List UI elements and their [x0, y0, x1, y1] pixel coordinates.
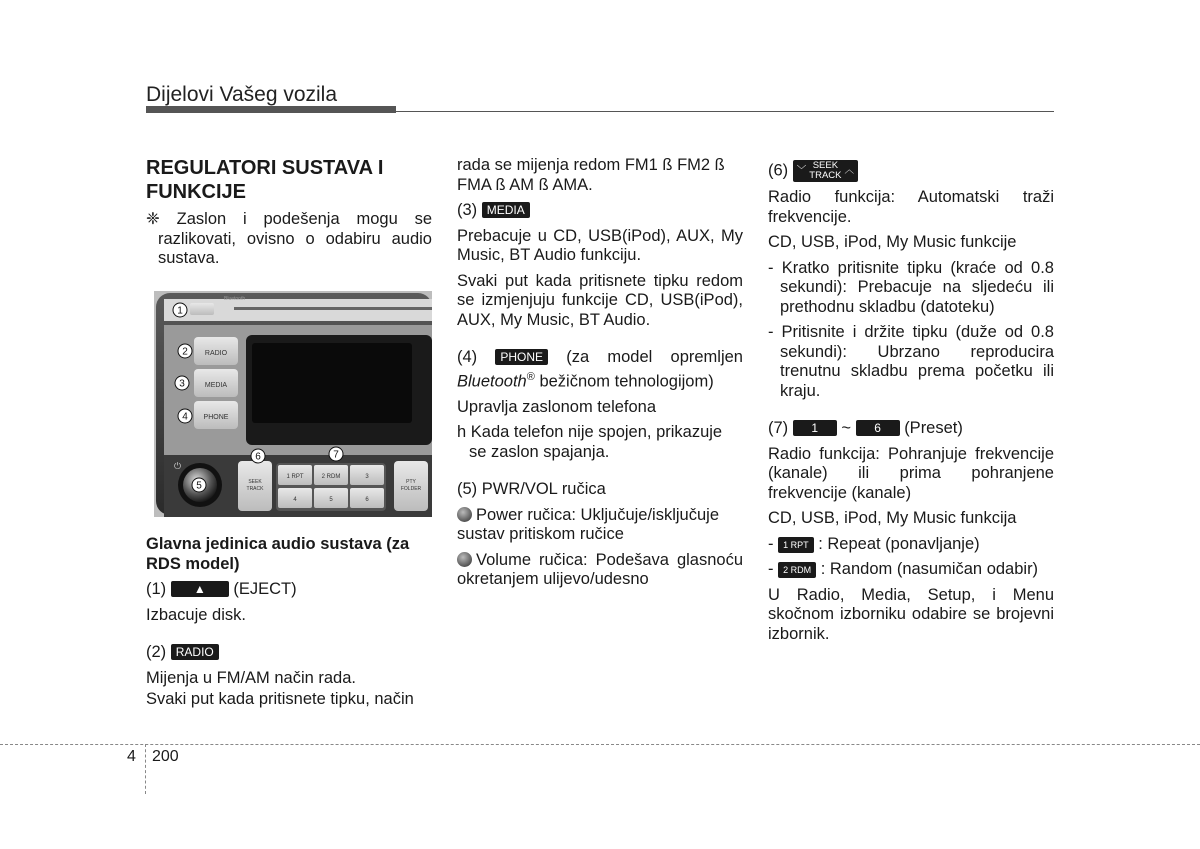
phone-key: PHONE [495, 349, 548, 365]
svg-text:7: 7 [333, 449, 339, 461]
preset-1-key: 1 [793, 420, 837, 436]
rpt-key: 1 RPT [778, 537, 814, 553]
item-7-tilde: ~ [841, 419, 851, 437]
preset-6-label: 6 [365, 497, 369, 503]
audio-unit-figure [154, 291, 432, 517]
page-header-title: Dijelovi Vašeg vozila [146, 83, 338, 106]
column-1-lower [146, 535, 432, 716]
item-7-label: (7) [768, 419, 789, 437]
svg-text:6: 6 [255, 451, 261, 463]
svg-text:4: 4 [182, 411, 188, 423]
header-bar [146, 106, 396, 113]
item-7-rpt-row [768, 535, 1054, 555]
item-4-text-1: Upravlja zaslonom telefona [457, 397, 657, 416]
preset-2-label: 2 RDM [321, 474, 341, 480]
power-glyph: ⏻ [174, 462, 182, 472]
seek-key-line-1: SEEK [812, 160, 839, 171]
item-3-text-1: Prebacuje u CD, USB(iPod), AUX, My Music, BT Audio funkciju. [457, 226, 743, 264]
section-heading: REGULATORI SUSTAVA I FUNKCIJE [146, 157, 384, 203]
knob-icon [457, 552, 472, 567]
media-button-label: MEDIA [204, 382, 228, 389]
item-6-bullet-1: - Kratko pritisnite tipku (kraće od 0.8 sekundi): Prebacuje na sljedeću ili prethodnu skladbu (datoteku) [768, 258, 1054, 316]
column-3 [768, 160, 1054, 650]
item-3-text-2: Svaki put kada pritisnete tipku redom se izmjenjuju funkcije CD, USB(iPod), AUX, My Music, BT Audio. [457, 271, 743, 329]
seek-track-key [793, 160, 858, 182]
footer-rule [0, 744, 1200, 745]
rpt-dash: - [768, 534, 774, 553]
item-2-label: (2) [146, 643, 167, 661]
svg-text:5: 5 [196, 480, 202, 492]
header-rule [396, 111, 1054, 112]
item-6-label: (6) [768, 161, 789, 180]
rdm-key: 2 RDM [778, 562, 816, 578]
footer-divider [145, 744, 146, 794]
item-2-continued: rada se mijenja redom FM1 ß FM2 ß FMA ß AM ß AMA. [457, 156, 725, 194]
preset-4-label: 4 [293, 497, 297, 503]
page-number: 200 [152, 748, 179, 765]
svg-text:1: 1 [177, 305, 183, 317]
preset-5-label: 5 [329, 497, 333, 503]
radio-key: RADIO [171, 644, 219, 660]
item-1-text: Izbacuje disk. [146, 605, 246, 624]
item-1-row [146, 580, 432, 600]
item-1-suffix: (EJECT) [233, 580, 297, 598]
callout-1 [173, 303, 187, 317]
item-2-text-1: Mijenja u FM/AM način rada. [146, 668, 356, 687]
item-7-text-2: CD, USB, iPod, My Music funkcija [768, 509, 1017, 527]
radio-button-label: RADIO [204, 350, 228, 357]
item-6-bullet-2: - Pritisnite i držite tipku (duže od 0.8 sekundi): Ubrzano reproducira trenutnu skladbu prema početku ili kraju. [768, 323, 1054, 400]
item-7-suffix: (Preset) [904, 419, 963, 437]
item-4-italic: Bluetooth [457, 372, 527, 390]
item-5-text-2: Volume ručica: Podešava glasnoću okretanjem ulijevo/udesno [457, 550, 743, 588]
svg-text:2: 2 [182, 346, 188, 358]
rdm-dash: - [768, 560, 774, 578]
bluetooth-label: Bluetooth [224, 296, 246, 302]
preset-3-label: 3 [365, 474, 369, 480]
callout-6 [251, 449, 265, 463]
item-1-label: (1) [146, 580, 167, 598]
track-label: TRACK [246, 486, 264, 492]
column-2 [457, 156, 743, 596]
item-4-row [457, 348, 743, 392]
figure-caption: Glavna jedinica audio sustava (za RDS model) [146, 535, 410, 573]
knob-icon [457, 507, 472, 522]
callout-5 [192, 478, 206, 492]
svg-text:3: 3 [179, 378, 185, 390]
item-6-text-2: CD, USB, iPod, My Music funkcije [768, 233, 1017, 251]
item-4-rest-a: (za model opremljen [566, 348, 743, 366]
item-5-text-2-row [457, 551, 743, 590]
item-4-label: (4) [457, 348, 478, 366]
item-3-label: (3) [457, 201, 478, 219]
seek-key-line-2: TRACK [809, 170, 842, 181]
registered-mark: ® [526, 370, 535, 383]
item-3-row [457, 201, 743, 221]
item-6-text-1: Radio funkcija: Automatski traži frekvencije. [768, 188, 1054, 226]
item-4-rest-b: bežičnom tehnologijom) [539, 372, 714, 390]
chevron-down-icon: ﹀ [796, 165, 807, 176]
rdm-text: : Random (nasumičan odabir) [820, 560, 1039, 578]
item-2-row [146, 643, 432, 663]
chapter-number: 4 [127, 748, 136, 765]
note-paragraph: ❈ Zaslon i podešenja mogu se razlikovati, ovisno o odabiru audio sustava. [146, 210, 432, 267]
phone-button-label: PHONE [203, 414, 229, 421]
item-7-rdm-row [768, 560, 1054, 580]
item-6-row [768, 160, 1054, 182]
item-5-text-1-row [457, 506, 743, 545]
preset-6-key: 6 [856, 420, 900, 436]
eject-key: ▲ [171, 581, 229, 597]
item-5-label: (5) PWR/VOL ručica [457, 480, 606, 498]
item-7-text-1: Radio funkcija: Pohranjuje frekvencije (kanale) ili prima pohranjene frekvencije (kanale) [768, 444, 1054, 502]
callout-7 [329, 447, 343, 461]
callout-3 [175, 376, 189, 390]
item-5-text-1: Power ručica: Uključuje/isključuje sustav pritiskom ručice [457, 505, 720, 543]
item-2-text-2: Svaki put kada pritisnete tipku, način [146, 690, 414, 708]
seek-label: SEEK [248, 479, 262, 485]
item-7-row [768, 419, 1054, 439]
pty-label: PTY [406, 479, 416, 485]
item-4-note: h Kada telefon nije spojen, prikazuje se zaslon spajanja. [457, 423, 723, 461]
chevron-up-icon: ︿ [844, 165, 854, 176]
callout-4 [178, 409, 192, 423]
column-1 [146, 156, 432, 275]
rpt-text: : Repeat (ponavljanje) [818, 534, 980, 553]
preset-1-label: 1 RPT [286, 474, 304, 480]
media-key: MEDIA [482, 202, 530, 218]
callout-2 [178, 344, 192, 358]
item-7-text-3: U Radio, Media, Setup, i Menu skočnom izborniku odabire se brojevni izbornik. [768, 585, 1054, 643]
folder-label: FOLDER [400, 486, 422, 492]
